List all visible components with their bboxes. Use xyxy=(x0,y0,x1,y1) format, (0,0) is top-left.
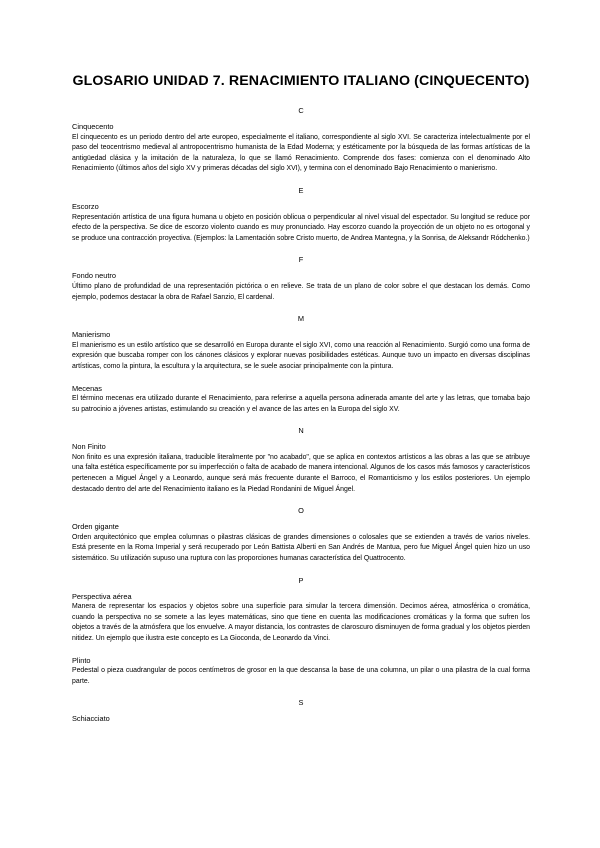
glossary-entry xyxy=(72,202,530,244)
glossary xyxy=(72,106,530,725)
glossary-definition: Manera de representar los espacios y objetos sobre una superficie para simular la tercera dimensión. Decimos aérea, atmosférica o cromática, cuando la perspectiva no se somete a las leyes matemáticas, sino que tiene en cuenta las modificaciones cromáticas y la forma que sufren los objetos a través de la atmósfera que los envuelve. A mayor distancia, los contrastes de claroscuro disminuyen de forma gradual y los objetos pierden nitidez. Un ejemplo que ilustra este concepto es La Gioconda, de Leonardo da Vinci. xyxy=(72,603,530,642)
glossary-definition: Representación artística de una figura humana u objeto en posición oblicua o perpendicular al nivel visual del espectador. Su longitud se reduce por efecto de la perspectiva. Se dice de escorzo violento cuando es muy pronunciado. Hay escorzo cuando la proyección de un objeto no es ortogonal y se produce una contracción proyectiva. (Ejemplos: la Lamentación sobre Cristo muerto, de Andrea Mantegna, y la Sonrisa, de Aleksandr Ródchenko.) xyxy=(72,213,530,242)
glossary-term: Cinquecento xyxy=(72,122,114,131)
glossary-term: Perspectiva aérea xyxy=(72,591,132,601)
glossary-entry xyxy=(72,442,530,495)
glossary-entry xyxy=(72,522,530,564)
document-page xyxy=(72,72,530,736)
glossary-term: Plinto xyxy=(72,655,91,665)
glossary-definition: Non finito es una expresión italiana, traducible literalmente por "no acabado", que se aplica en contextos artísticos a las obras a las que se atribuye una falta estética específicamente por su imperfección o falta de acabado de manera intencional. Algunos de los casos más famosos y característicos pertenecen a Miguel Ángel y a Leonardo, aunque será más frecuente durante el Barroco, el Romanticismo y los estilos posteriores. Un ejemplo destacado dentro del arte del Renacimiento italiano es la Piedad Rondanini de Miguel Ángel. xyxy=(72,453,530,493)
glossary-definition: Pedestal o pieza cuadrangular de pocos centímetros de grosor en la que descansa la base de una columna, un pilar o una pilastra de la cual forma parte. xyxy=(72,667,530,685)
glossary-entry xyxy=(72,122,530,175)
glossary-term: Manierismo xyxy=(72,330,111,340)
glossary-term: Schiacciato xyxy=(72,714,110,724)
section-letter: N xyxy=(298,426,304,436)
glossary-term: Escorzo xyxy=(72,201,99,211)
glossary-entry xyxy=(72,656,530,688)
document-title: GLOSARIO UNIDAD 7. RENACIMIENTO ITALIANO (CINQUECENTO) xyxy=(72,73,530,89)
glossary-entry xyxy=(72,384,530,416)
glossary-term: Fondo neutro xyxy=(72,271,116,281)
glossary-definition: El cinquecento es un periodo dentro del arte europeo, especialmente el italiano, correspondiente al siglo XVI. Se caracteriza intelectualmente por el paso del teocentrismo medieval al antropocentrismo humanista de la Edad Moderna; y estéticamente por la búsqueda de las formas artísticas de la antigüedad clásica y la imitación de la naturaleza, lo que se llamó Renacimiento. Comprende dos fases: comienza con el denominado Alto Renacimiento (últimos años del siglo XV y primeras décadas del siglo XVI), y termina con el denominado Bajo Renacimiento o manierismo. xyxy=(72,133,530,173)
glossary-term: Mecenas xyxy=(72,383,102,393)
glossary-definition: Último plano de profundidad de una representación pictórica o en relieve. Se trata de un plano de color sobre el que destacan los demás. Como ejemplo, podemos destacar la obra de Rafael Sanzio, El cardenal. xyxy=(72,282,530,301)
glossary-entry xyxy=(72,592,530,645)
glossary-term: Non Finito xyxy=(72,442,106,452)
section-letter: F xyxy=(298,255,304,265)
glossary-entry xyxy=(72,271,530,303)
section-letter: E xyxy=(298,185,304,195)
section-letter: M xyxy=(297,314,305,324)
glossary-definition: Orden arquitectónico que emplea columnas o pilastras clásicas de grandes dimensiones o colosales que se extienden a través de varios niveles. Está presente en la Roma Imperial y será recuperado por León Battista Alberti en San Andrés de Mantua, pero fue Miguel Ángel quien hizo un uso sistemático. Su utilización supuso una ruptura con las proporciones humanas característica del Quattrocento. xyxy=(72,533,530,563)
glossary-definition: El manierismo es un estilo artístico que se desarrolló en Europa durante el siglo XVI, como una reacción al Renacimiento. Surgió como una forma de expresión que buscaba romper con los cánones clásicos y explorar nuevas posibilidades estéticas. Aunque tuvo un impacto en diversas disciplinas artísticas, como la pintura, la escultura y la arquitectura, se le suele asociar principalmente con la pintura. xyxy=(72,341,530,370)
glossary-term: Orden gigante xyxy=(72,522,119,532)
section-letter: O xyxy=(298,506,304,516)
glossary-entry xyxy=(72,714,530,725)
section-letter: C xyxy=(298,106,304,115)
glossary-definition: El término mecenas era utilizado durante el Renacimiento, para referirse a aquella persona adinerada amante del arte y las letras, que tomaba bajo su patrocinio a jóvenes artistas, estimulando su creación y el avance de las artes en la Europa del siglo XV. xyxy=(72,395,530,413)
section-letter: P xyxy=(298,575,304,585)
section-letter: S xyxy=(298,698,304,708)
glossary-entry xyxy=(72,330,530,372)
